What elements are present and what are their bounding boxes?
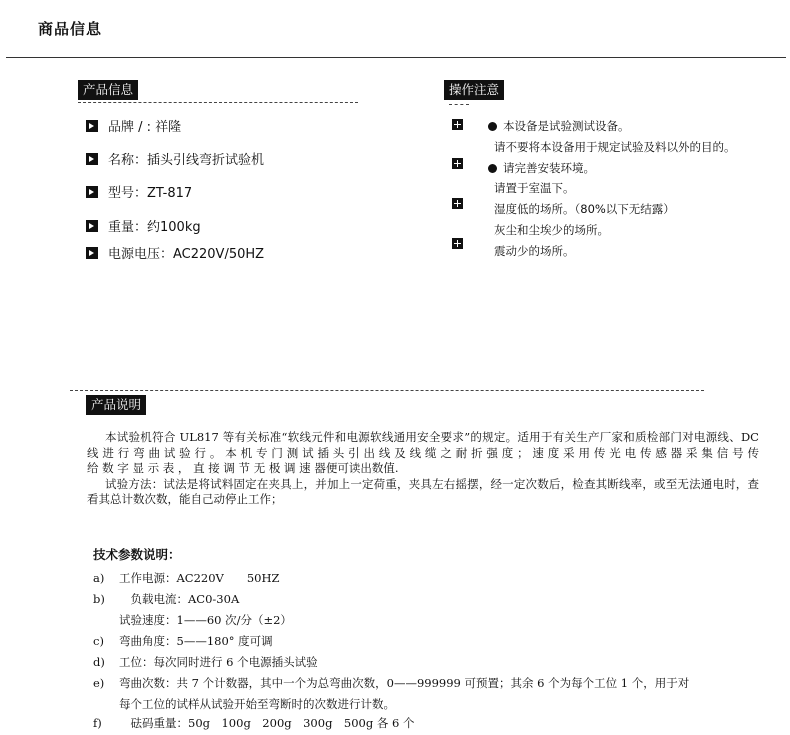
page-title: 商品信息 <box>38 20 103 38</box>
arrow-bullet-icon <box>86 120 98 132</box>
note-line: 灰尘和尘埃少的场所。 <box>494 223 609 237</box>
plus-icon <box>452 158 463 169</box>
description-paragraph: 试验方法：试法是将试料固定在夹具上，并加上一定荷重，夹具左右摇摆，经一定次数后，检查其断线率，或至无法通电时，查看其总计数次数，能自己动停止工作； <box>87 476 759 506</box>
header-divider <box>6 57 786 58</box>
arrow-bullet-icon <box>86 247 98 259</box>
description-paragraph: 本试验机符合 UL817 等有关标准“软线元件和电源软线通用安全要求”的规定。适用于有关生产厂家和质检部门对电源线、DC 线 进 行 弯 曲 试 验 行 。 本 机 专 门 测 试 插 头 引 出 线 及 线 缆 之 耐 折 强 度 ； 速 度 采 用 传 光 电 传 感 器 采 集 信 号 传 给 数 字 显 示 表 ， 直 接 调 节 无 极 调 速 器便可读出数值. <box>87 430 759 475</box>
note-line: 震动少的场所。 <box>494 244 575 258</box>
note-line: 请完善安装环境。 <box>488 160 595 176</box>
note-line: 请不要将本设备用于规定试验及料以外的目的。 <box>494 140 736 154</box>
notes-divider <box>449 104 469 105</box>
spec-text: 型号：ZT-817 <box>108 186 193 201</box>
spec-text: 品牌 / : 祥隆 <box>108 120 182 135</box>
spec-item-weight <box>86 216 201 235</box>
spec-text: 电源电压：AC220V/50HZ <box>108 247 265 262</box>
description-body <box>87 430 759 508</box>
tech-item: d) 工位：每次同时进行 6 个电源插头试验 <box>93 655 318 669</box>
tech-item: f) 砝码重量：50g 100g 200g 300g 500g 各 6 个 <box>93 716 415 730</box>
note-line: 本设备是试验测试设备。 <box>488 118 630 134</box>
description-divider <box>70 390 704 391</box>
arrow-bullet-icon <box>86 153 98 165</box>
spec-item-voltage <box>86 243 264 262</box>
arrow-bullet-icon <box>86 220 98 232</box>
product-info-divider <box>78 102 358 103</box>
spec-item-model <box>86 182 192 201</box>
tech-item: a) 工作电源：AC220V 50HZ <box>93 571 280 585</box>
spec-item-brand <box>86 116 181 135</box>
tech-item: e) 弯曲次数：共 7 个计数器，其中一个为总弯曲次数，0——999999 可预置；其余 6 个为每个工位 1 个，用于对 <box>93 676 690 690</box>
note-line: 请置于室温下。 <box>494 181 575 195</box>
product-info-tag: 产品信息 <box>78 80 138 100</box>
tech-item: 每个工位的试样从试验开始至弯断时的次数进行计数。 <box>119 697 395 711</box>
arrow-bullet-icon <box>86 186 98 198</box>
plus-icon <box>452 198 463 209</box>
plus-icon <box>452 119 463 130</box>
bullet-dot-icon <box>488 122 497 131</box>
tech-item: b) 负载电流：AC0-30A <box>93 592 240 606</box>
bullet-dot-icon <box>488 164 497 173</box>
spec-text: 名称：插头引线弯折试验机 <box>108 153 265 168</box>
spec-text: 重量：约100kg <box>108 220 201 235</box>
spec-item-name <box>86 149 264 168</box>
note-line: 湿度低的场所。（80%以下无结露） <box>494 202 675 216</box>
tech-title: 技术参数说明： <box>93 547 181 562</box>
notes-tag: 操作注意 <box>444 80 504 100</box>
description-tag: 产品说明 <box>86 395 146 415</box>
tech-item: 试验速度：1——60 次/分（±2） <box>119 613 292 627</box>
tech-item: c) 弯曲角度：5——180° 度可调 <box>93 634 273 648</box>
plus-icon <box>452 238 463 249</box>
